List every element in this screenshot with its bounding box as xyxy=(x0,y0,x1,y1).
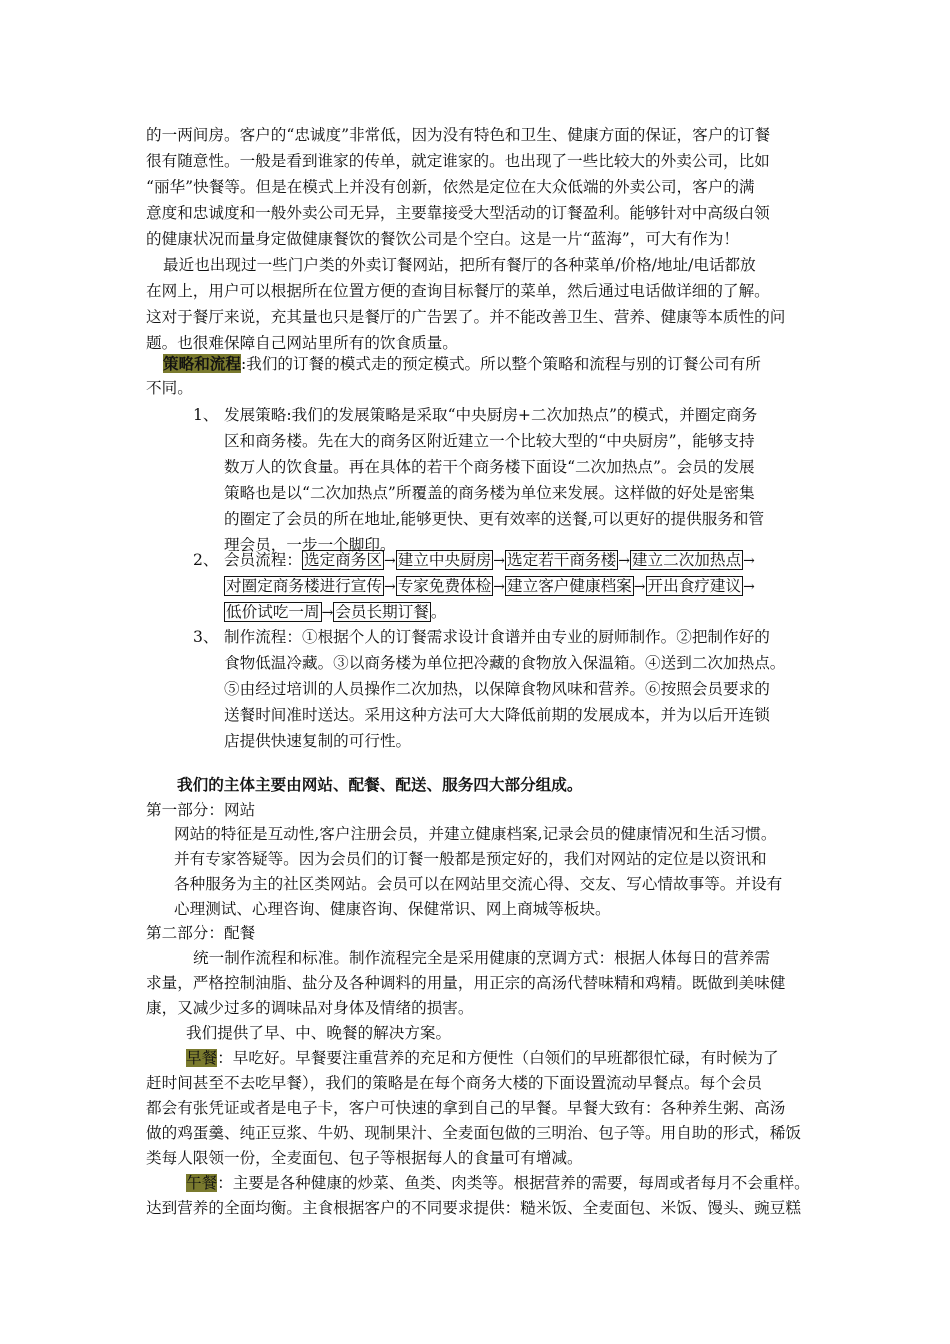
lunch-line: 达到营养的全面均衡。主食根据客户的不同要求提供：糙米饭、全麦面包、米饭、馒头、豌豆糕 xyxy=(146,1199,801,1217)
flow-step: 建立客户健康档案 xyxy=(507,577,632,595)
flow-line xyxy=(224,547,755,574)
arrow-icon: → xyxy=(743,579,755,595)
para2-line: 最近也出现过一些门户类的外卖订餐网站，把所有餐厅的各种菜单/价格/地址/电话都放 xyxy=(163,256,756,274)
item1-line: 理会员，一步一个脚印。 xyxy=(224,536,396,554)
lunch-line xyxy=(186,1170,810,1196)
flow-step: 对圈定商务楼进行宣传 xyxy=(226,577,382,595)
flow-step: 选定商务区 xyxy=(303,551,382,569)
arrow-icon: → xyxy=(743,553,755,569)
flow-step: 专家免费体检 xyxy=(397,577,492,595)
item1-line: 区和商务楼。先在大的商务区附近建立一个比较大型的“中央厨房”，能够支持 xyxy=(224,432,755,450)
flow-line xyxy=(224,599,447,626)
flow-end: 。 xyxy=(430,603,447,621)
breakfast-text: ：早吃好。早餐要注重营养的充足和方便性（白领们的早班都很忙碌，有时候为了 xyxy=(217,1049,779,1067)
para1-line: 意度和忠诚度和一般外卖公司无异，主要靠接受大型活动的订餐盈利。能够针对中高级白领 xyxy=(146,204,770,222)
flow-step: 低价试吃一周 xyxy=(226,603,320,621)
part1-line: 各种服务为主的社区类网站。会员可以在网站里交流心得、交友、写心情故事等。并设有 xyxy=(174,875,783,893)
lunch-highlight: 午餐 xyxy=(186,1174,218,1192)
breakfast-line: 都会有张凭证或者是电子卡，客户可快速的拿到自己的早餐。早餐大致有：各种养生粥、高汤 xyxy=(146,1099,786,1117)
para2-line: 在网上，用户可以根据所在位置方便的查询目标餐厅的菜单，然后通过电话做详细的了解。 xyxy=(146,282,770,300)
strategy-text: :我们的订餐的模式走的预定模式。所以整个策略和流程与别的订餐公司有所 xyxy=(240,355,761,373)
item1-line: 发展策略:我们的发展策略是采取“中央厨房+二次加热点”的模式，并圈定商务 xyxy=(224,406,758,424)
arrow-icon: → xyxy=(493,553,506,569)
breakfast-line: 做的鸡蛋羹、纯正豆浆、牛奶、现制果汁、全麦面包做的三明治、包子等。用自助的形式，稀饭 xyxy=(146,1124,801,1142)
para1-line: “丽华”快餐等。但是在模式上并没有创新，依然是定位在大众低端的外卖公司，客户的满 xyxy=(146,178,755,196)
strategy-highlight: 策略和流程 xyxy=(163,354,241,373)
breakfast-highlight: 早餐 xyxy=(186,1049,218,1067)
flow-step: 会员长期订餐 xyxy=(335,603,429,621)
item3-line: 店提供快速复制的可行性。 xyxy=(224,732,412,750)
strategy-line2: 不同。 xyxy=(146,379,193,397)
para1-line: 的一两间房。客户的“忠诚度”非常低，因为没有特色和卫生、健康方面的保证，客户的订餐 xyxy=(146,126,771,144)
section-heading: 我们的主体主要由网站、配餐、配送、服务四大部分组成。 xyxy=(177,775,583,794)
flow-step: 选定若干商务楼 xyxy=(507,551,617,569)
arrow-icon: → xyxy=(618,553,630,569)
item3-line: 送餐时间准时送达。采用这种方法可大大降低前期的发展成本，并为以后开连锁 xyxy=(224,706,770,724)
strategy-line xyxy=(163,351,761,377)
item1-line: 策略也是以“二次加热点”所覆盖的商务楼为单位来发展。这样做的好处是密集 xyxy=(224,484,755,502)
breakfast-line: 类每人限领一份，全麦面包、包子等根据每人的食量可有增减。 xyxy=(146,1149,583,1167)
part2-line: 康，又减少过多的调味品对身体及情绪的损害。 xyxy=(146,999,474,1017)
flow-step: 开出食疗建议 xyxy=(647,577,742,595)
arrow-icon: → xyxy=(321,605,334,621)
breakfast-line xyxy=(186,1045,779,1071)
part2-line: 统一制作流程和标准。制作流程完全是采用健康的烹调方式：根据人体每日的营养需 xyxy=(193,949,770,967)
item1-line: 的圈定了会员的所在地址,能够更快、更有效率的送餐,可以更好的提供服务和管 xyxy=(224,510,765,528)
flow-line xyxy=(224,573,755,600)
part1-title: 第一部分：网站 xyxy=(146,801,256,819)
part2-title: 第二部分：配餐 xyxy=(146,924,256,942)
part1-line: 并有专家答疑等。因为会员们的订餐一般都是预定好的，我们对网站的定位是以资讯和 xyxy=(174,850,767,868)
para2-line: 题。也很难保障自己网站里所有的饮食质量。 xyxy=(146,334,458,352)
flow-step: 建立二次加热点 xyxy=(631,551,742,569)
para1-line: 的健康状况而量身定做健康餐饮的餐饮公司是个空白。这是一片“蓝海”，可大有作为！ xyxy=(146,230,739,248)
arrow-icon: → xyxy=(383,553,396,569)
part2-line: 求量，严格控制油脂、盐分及各种调料的用量，用正宗的高汤代替味精和鸡精。既做到美味健 xyxy=(146,974,786,992)
item2-number: 2、 xyxy=(193,551,219,569)
item3-line: 食物低温冷藏。③以商务楼为单位把冷藏的食物放入保温箱。④送到二次加热点。 xyxy=(224,654,786,672)
lunch-text: ：主要是各种健康的炒菜、鱼类、肉类等。根据营养的需要，每周或者每月不会重样。 xyxy=(217,1174,810,1192)
arrow-icon: → xyxy=(383,579,396,595)
breakfast-line: 赶时间甚至不去吃早餐），我们的策略是在每个商务大楼的下面设置流动早餐点。每个会员 xyxy=(146,1074,762,1092)
item1-number: 1、 xyxy=(193,406,219,424)
item1-line: 数万人的饮食量。再在具体的若干个商务楼下面设“二次加热点”。会员的发展 xyxy=(224,458,755,476)
item3-line: ⑤由经过培训的人员操作二次加热，以保障食物风味和营养。⑥按照会员要求的 xyxy=(224,680,770,698)
part1-line: 心理测试、心理咨询、健康咨询、保健常识、网上商城等板块。 xyxy=(174,900,611,918)
flow-step: 建立中央厨房 xyxy=(397,551,492,569)
para1-line: 很有随意性。一般是看到谁家的传单，就定谁家的。也出现了一些比较大的外卖公司，比如 xyxy=(146,152,770,170)
item3-line: 制作流程：①根据个人的订餐需求设计食谱并由专业的厨师制作。②把制作好的 xyxy=(224,628,770,646)
flow-prefix: 会员流程： xyxy=(224,551,302,569)
item3-number: 3、 xyxy=(193,628,219,646)
part2-solution: 我们提供了早、中、晚餐的解决方案。 xyxy=(186,1024,452,1042)
part1-line: 网站的特征是互动性,客户注册会员，并建立健康档案,记录会员的健康情况和生活习惯。 xyxy=(174,825,777,843)
arrow-icon: → xyxy=(493,579,505,595)
arrow-icon: → xyxy=(633,579,646,595)
para2-line: 这对于餐厅来说，充其量也只是餐厅的广告罢了。并不能改善卫生、营养、健康等本质性的问 xyxy=(146,308,786,326)
